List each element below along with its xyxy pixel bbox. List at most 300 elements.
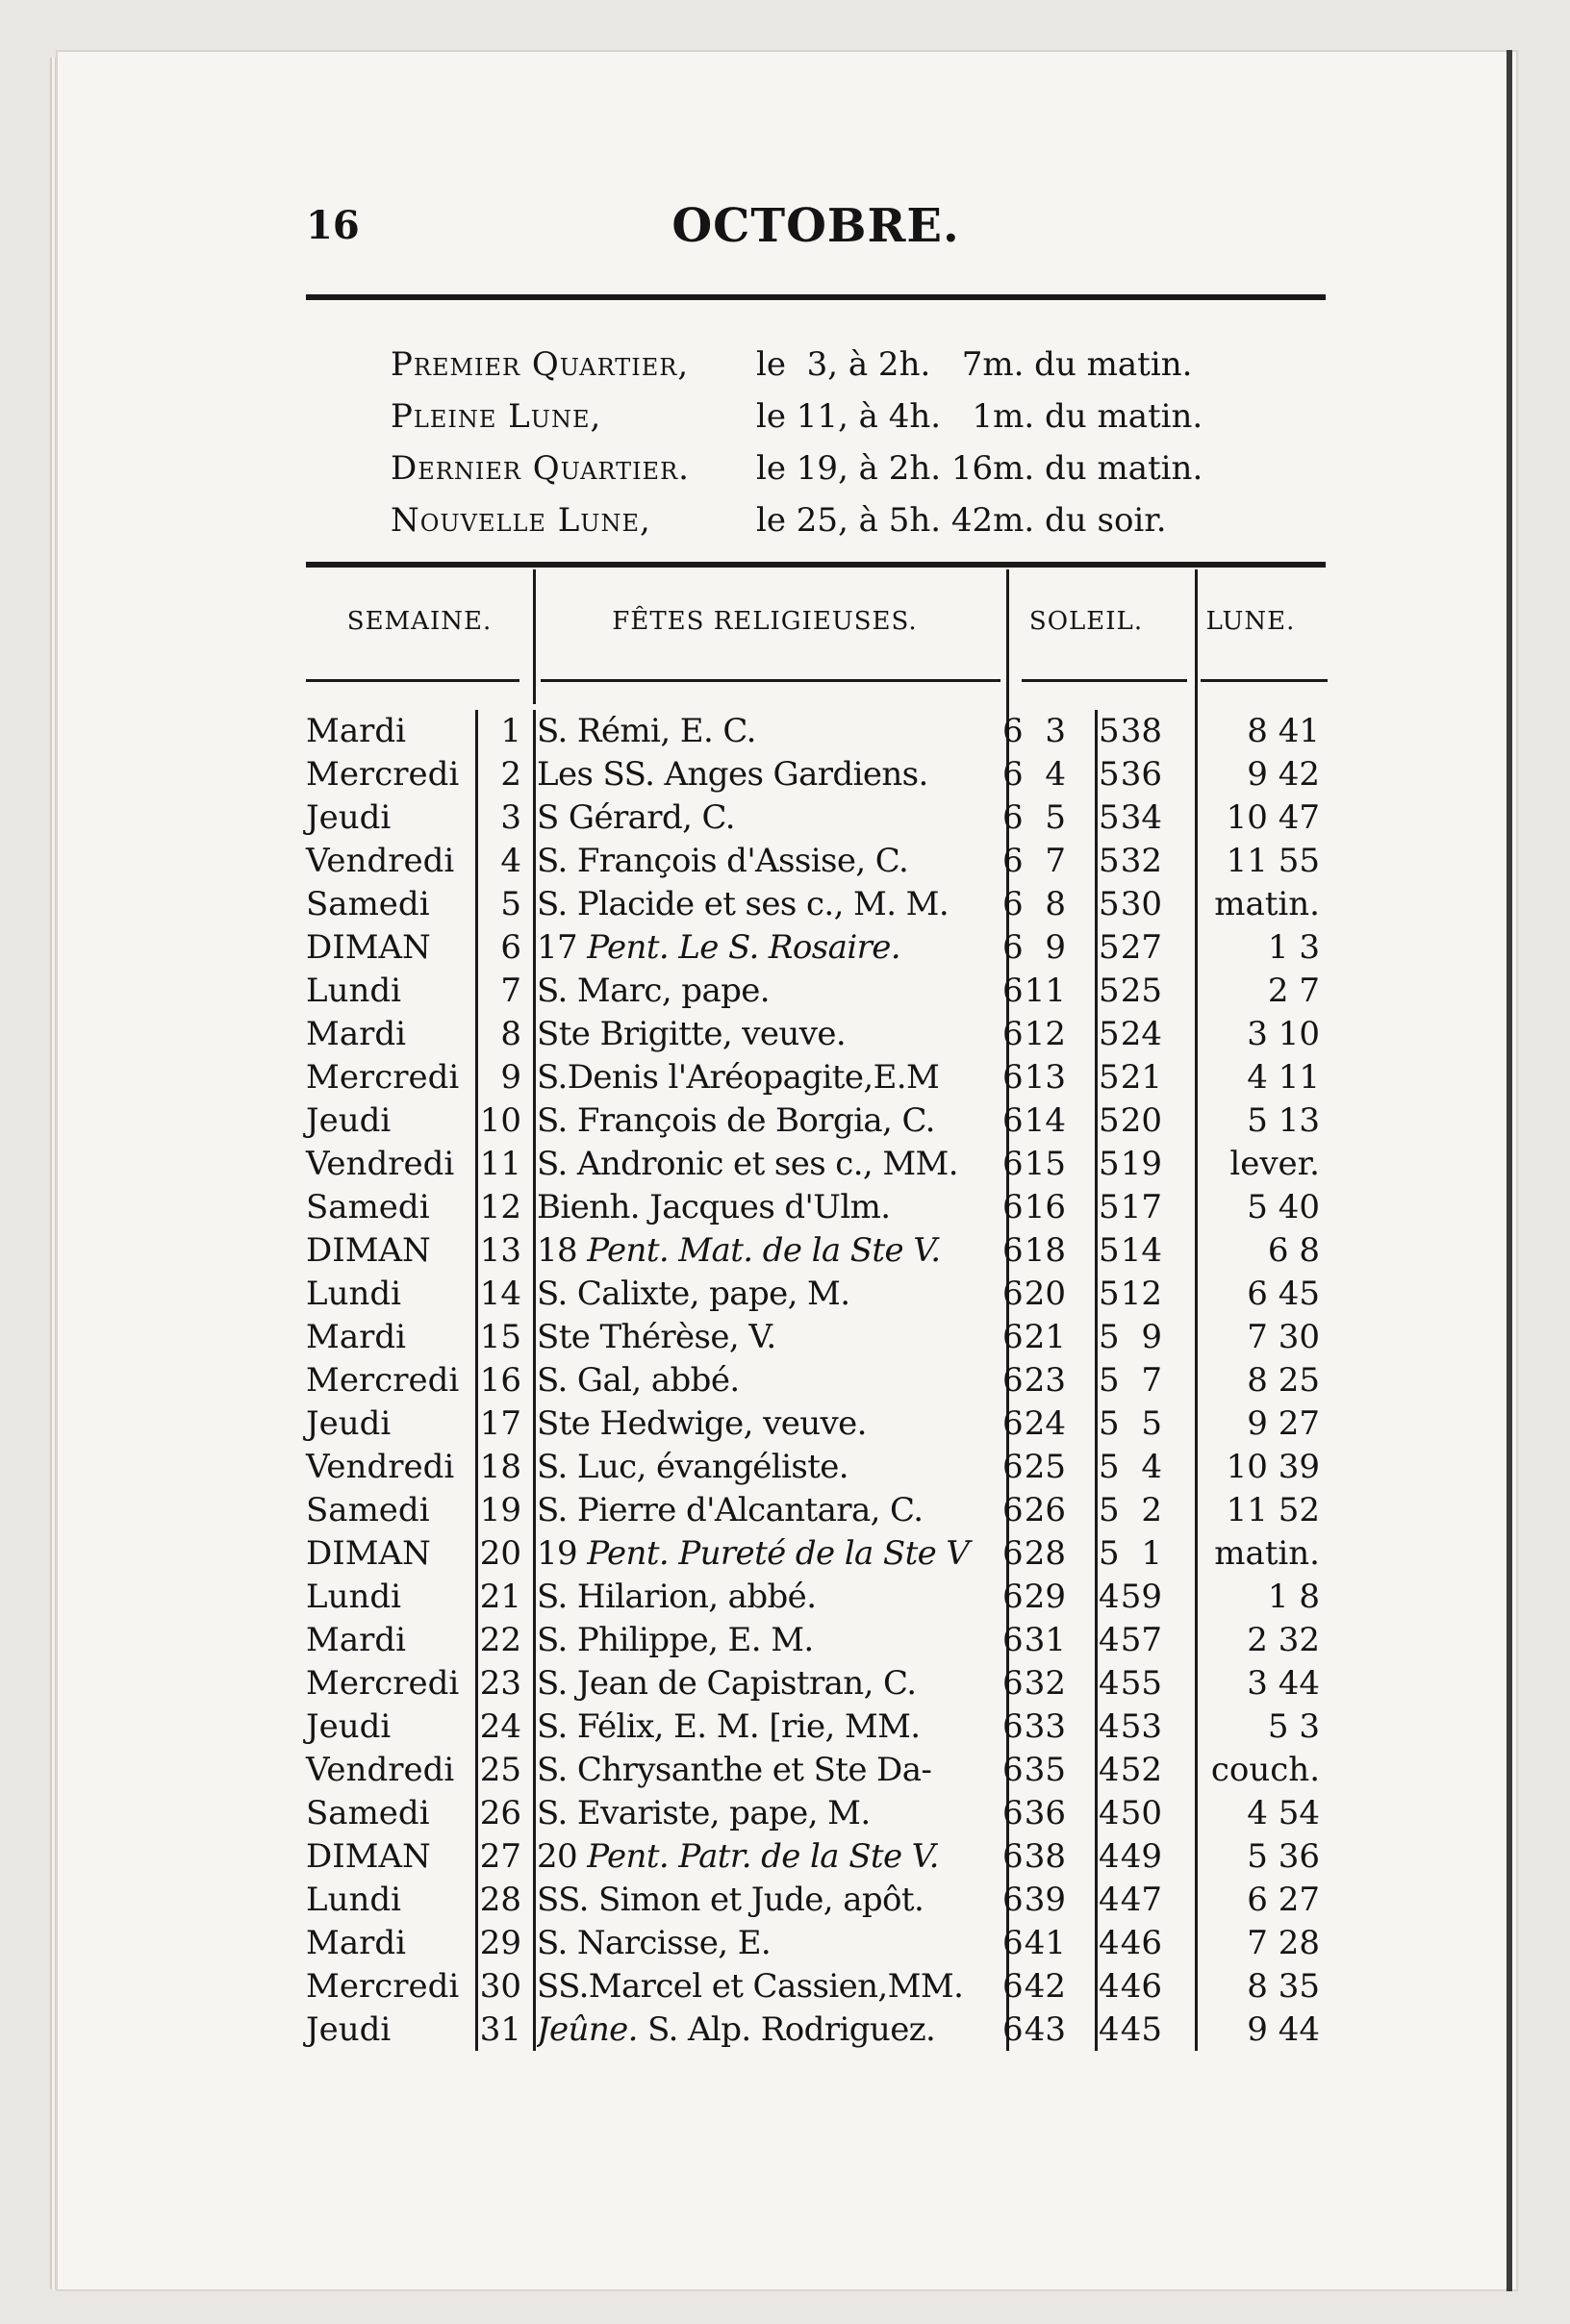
sunset-minute: 50 xyxy=(1120,1794,1162,1832)
weekday: Mercredi xyxy=(306,1361,460,1400)
sunrise-minute: 32 xyxy=(1024,1664,1066,1703)
feast-text: S. Narcisse, E. xyxy=(537,1924,772,1962)
sunrise-minute: 4 xyxy=(1045,755,1066,794)
weekday: Lundi xyxy=(306,972,402,1010)
day-number: 6 xyxy=(500,928,521,967)
feast-name xyxy=(537,1013,1306,1056)
sunrise-minute: 9 xyxy=(1045,928,1066,967)
sunset-minute: 38 xyxy=(1120,712,1162,750)
calendar-row xyxy=(306,1965,1326,2008)
calendar-row xyxy=(306,710,1326,753)
calendar-row xyxy=(306,883,1326,926)
feast-text: S. Jean de Capistran, C. xyxy=(537,1664,917,1703)
calendar-row xyxy=(306,753,1326,796)
feast-name xyxy=(537,883,1306,926)
sunset-minute: 34 xyxy=(1120,798,1162,837)
weekday: Mercredi xyxy=(306,1664,460,1703)
sunrise-hour: 6 xyxy=(1002,1924,1024,1962)
sunset-minute: 24 xyxy=(1120,1015,1162,1053)
phase-name: Premier Quartier, xyxy=(391,345,690,384)
table-top-rule xyxy=(306,562,1326,568)
feast-name xyxy=(537,1792,1306,1835)
sunrise-hour: 6 xyxy=(1002,1448,1024,1486)
day-number: 21 xyxy=(479,1578,521,1616)
feast-name xyxy=(537,1186,1306,1229)
moon-time: 5 3 xyxy=(1267,1707,1320,1746)
calendar-row xyxy=(306,1705,1326,1749)
sunrise-hour: 6 xyxy=(1002,1664,1024,1703)
sunrise-minute: 42 xyxy=(1024,1967,1066,2006)
feast-text: S. Marc, pape. xyxy=(537,972,771,1010)
moon-time: 7 30 xyxy=(1247,1318,1320,1356)
sunset-hour: 5 xyxy=(1099,972,1120,1010)
calendar-row xyxy=(306,1099,1326,1143)
sunset-minute: 47 xyxy=(1120,1881,1162,1919)
feast-text: SS.Marcel et Cassien,MM. xyxy=(537,1967,964,2006)
phase-time: le 19, à 2h. 16m. du matin. xyxy=(756,449,1203,488)
weekday: Mardi xyxy=(306,1621,406,1659)
sunrise-minute: 43 xyxy=(1024,2010,1066,2049)
feast-name xyxy=(537,1316,1306,1359)
sunrise-hour: 6 xyxy=(1002,842,1024,880)
moon-time: 9 27 xyxy=(1247,1404,1320,1443)
sunset-hour: 5 xyxy=(1099,1361,1120,1400)
sunrise-hour: 6 xyxy=(1002,1621,1024,1659)
sunrise-hour: 6 xyxy=(1002,1015,1024,1053)
sunset-hour: 4 xyxy=(1099,2010,1120,2049)
feast-name xyxy=(537,1576,1306,1619)
feast-text: Ste Thérèse, V. xyxy=(537,1318,776,1356)
calendar-row xyxy=(306,1316,1326,1359)
sunrise-hour: 6 xyxy=(1002,972,1024,1010)
calendar-row xyxy=(306,1619,1326,1662)
calendar-row xyxy=(306,1186,1326,1229)
day-number: 29 xyxy=(479,1924,521,1962)
calendar-row xyxy=(306,1056,1326,1099)
sunrise-minute: 23 xyxy=(1024,1361,1066,1400)
sunrise-hour: 6 xyxy=(1002,1318,1024,1356)
sunrise-minute: 24 xyxy=(1024,1404,1066,1443)
feast-text: S.Denis l'Aréopagite,E.M xyxy=(537,1058,940,1097)
moon-time: matin. xyxy=(1214,1534,1320,1573)
feast-text: Ste Hedwige, veuve. xyxy=(537,1404,867,1443)
calendar-row xyxy=(306,1446,1326,1489)
moon-time: couch. xyxy=(1210,1751,1320,1789)
sunrise-hour: 6 xyxy=(1002,1101,1024,1140)
sunset-hour: 5 xyxy=(1099,1275,1120,1313)
day-number: 30 xyxy=(479,1967,521,2006)
column-header-sun: SOLEIL. xyxy=(1028,607,1144,636)
moon-time: 7 28 xyxy=(1247,1924,1320,1962)
sunset-hour: 5 xyxy=(1099,1231,1120,1270)
sunrise-minute: 16 xyxy=(1024,1188,1066,1226)
table-header xyxy=(306,589,1326,654)
sunrise-minute: 39 xyxy=(1024,1881,1066,1919)
feast-name xyxy=(537,1879,1306,1922)
weekday: Mercredi xyxy=(306,755,460,794)
feast-text: SS. Simon et Jude, apôt. xyxy=(537,1881,924,1919)
moon-time: 8 41 xyxy=(1247,712,1320,750)
weekday: Samedi xyxy=(306,1491,430,1529)
calendar-row xyxy=(306,1273,1326,1316)
feast-text: S. Philippe, E. M. xyxy=(537,1621,814,1659)
sunrise-hour: 6 xyxy=(1002,928,1024,967)
book-fold xyxy=(1507,50,1512,2291)
calendar-row xyxy=(306,1489,1326,1532)
feast-name xyxy=(537,970,1306,1013)
day-number: 28 xyxy=(479,1881,521,1919)
weekday: Vendredi xyxy=(306,1751,455,1789)
weekday: Jeudi xyxy=(306,1101,392,1140)
day-number: 18 xyxy=(479,1448,521,1486)
sunset-minute: 25 xyxy=(1120,972,1162,1010)
feast-name xyxy=(537,1532,1306,1576)
sunset-hour: 5 xyxy=(1099,1145,1120,1183)
calendar-row xyxy=(306,1792,1326,1835)
sunset-hour: 5 xyxy=(1099,1534,1120,1573)
feast-text: S. Gal, abbé. xyxy=(537,1361,740,1400)
calendar-row xyxy=(306,1229,1326,1273)
column-rule xyxy=(533,569,536,704)
sunrise-minute: 38 xyxy=(1024,1837,1066,1876)
day-number: 8 xyxy=(500,1015,521,1053)
feast-text: S. Evariste, pape, M. xyxy=(537,1794,871,1832)
column-header-moon: LUNE. xyxy=(1205,607,1296,636)
moon-time: 6 45 xyxy=(1247,1275,1320,1313)
weekday: Jeudi xyxy=(306,2010,392,2049)
sunset-hour: 4 xyxy=(1099,1881,1120,1919)
feast-name xyxy=(537,1143,1306,1186)
feast-name xyxy=(537,1662,1306,1705)
moon-phase-row xyxy=(391,442,1333,494)
sunrise-minute: 26 xyxy=(1024,1491,1066,1529)
sunset-hour: 5 xyxy=(1099,712,1120,750)
moon-phase-row xyxy=(391,339,1333,391)
calendar-table xyxy=(306,710,1326,2052)
sunrise-hour: 6 xyxy=(1002,1275,1024,1313)
day-number: 13 xyxy=(479,1231,521,1270)
header-underline xyxy=(306,679,519,682)
sunrise-hour: 6 xyxy=(1002,1231,1024,1270)
sunset-hour: 4 xyxy=(1099,1621,1120,1659)
sunrise-minute: 12 xyxy=(1024,1015,1066,1053)
feast-name xyxy=(537,753,1306,796)
feast-text: S. Andronic et ses c., MM. xyxy=(537,1145,958,1183)
moon-time: matin. xyxy=(1214,885,1320,923)
sunset-hour: 5 xyxy=(1099,1015,1120,1053)
calendar-row xyxy=(306,926,1326,970)
feast-italic: Pent. Mat. de la Ste V. xyxy=(587,1231,941,1270)
sunrise-minute: 8 xyxy=(1045,885,1066,923)
sunset-hour: 4 xyxy=(1099,1924,1120,1962)
sunset-minute: 7 xyxy=(1141,1361,1162,1400)
month-title: OCTOBRE. xyxy=(671,199,960,253)
feast-text: Bienh. Jacques d'Ulm. xyxy=(537,1188,891,1226)
day-number: 16 xyxy=(479,1361,521,1400)
feast-text: S. Hilarion, abbé. xyxy=(537,1578,817,1616)
sunset-hour: 4 xyxy=(1099,1751,1120,1789)
moon-time: 9 44 xyxy=(1247,2010,1320,2049)
feast-italic: Pent. Pureté de la Ste V xyxy=(587,1534,970,1573)
weekday: Mercredi xyxy=(306,1967,460,2006)
sunrise-minute: 5 xyxy=(1045,798,1066,837)
moon-phase-row xyxy=(391,494,1333,546)
sunset-minute: 19 xyxy=(1120,1145,1162,1183)
weekday: Samedi xyxy=(306,1794,430,1832)
sunrise-hour: 6 xyxy=(1002,1837,1024,1876)
moon-time: 6 27 xyxy=(1247,1881,1320,1919)
calendar-row xyxy=(306,1835,1326,1879)
sunset-hour: 5 xyxy=(1099,798,1120,837)
sunrise-minute: 21 xyxy=(1024,1318,1066,1356)
feast-text: Ste Brigitte, veuve. xyxy=(537,1015,847,1053)
sunset-minute: 20 xyxy=(1120,1101,1162,1140)
sunrise-minute: 20 xyxy=(1024,1275,1066,1313)
weekday: Samedi xyxy=(306,1188,430,1226)
sunrise-hour: 6 xyxy=(1002,1404,1024,1443)
sunset-minute: 52 xyxy=(1120,1751,1162,1789)
day-number: 26 xyxy=(479,1794,521,1832)
weekday: Mercredi xyxy=(306,1058,460,1097)
sunrise-hour: 6 xyxy=(1002,1751,1024,1789)
day-number: 2 xyxy=(500,755,521,794)
day-number: 7 xyxy=(500,972,521,1010)
sunrise-hour: 6 xyxy=(1002,755,1024,794)
sunset-minute: 4 xyxy=(1141,1448,1162,1486)
sunset-minute: 53 xyxy=(1120,1707,1162,1746)
moon-time: 1 3 xyxy=(1267,928,1320,967)
feast-name xyxy=(537,1099,1306,1143)
moon-time: 10 47 xyxy=(1226,798,1320,837)
weekday: Mardi xyxy=(306,1318,406,1356)
moon-time: 5 36 xyxy=(1247,1837,1320,1876)
sunset-hour: 4 xyxy=(1099,1837,1120,1876)
day-number: 31 xyxy=(479,2010,521,2049)
calendar-row xyxy=(306,1013,1326,1056)
feast-text: S. Chrysanthe et Ste Da- xyxy=(537,1751,932,1789)
top-rule xyxy=(306,294,1326,300)
sunrise-minute: 13 xyxy=(1024,1058,1066,1097)
sunset-hour: 5 xyxy=(1099,928,1120,967)
sunrise-hour: 6 xyxy=(1002,1361,1024,1400)
moon-time: 9 42 xyxy=(1247,755,1320,794)
sunrise-hour: 6 xyxy=(1002,1145,1024,1183)
weekday: DIMAN xyxy=(306,1534,431,1573)
feast-text: Les SS. Anges Gardiens. xyxy=(537,755,928,794)
feast-name xyxy=(537,1056,1306,1099)
feast-name xyxy=(537,1835,1306,1879)
sunset-minute: 12 xyxy=(1120,1275,1162,1313)
day-number: 24 xyxy=(479,1707,521,1746)
moon-time: 2 32 xyxy=(1247,1621,1320,1659)
day-number: 11 xyxy=(479,1145,521,1183)
day-number: 22 xyxy=(479,1621,521,1659)
feast-text: S. François de Borgia, C. xyxy=(537,1101,935,1140)
moon-time: 2 7 xyxy=(1267,972,1320,1010)
sunset-hour: 5 xyxy=(1099,842,1120,880)
sunrise-hour: 6 xyxy=(1002,712,1024,750)
feast-text: S. Calixte, pape, M. xyxy=(537,1275,850,1313)
sunrise-hour: 6 xyxy=(1002,885,1024,923)
sunrise-minute: 25 xyxy=(1024,1448,1066,1486)
sunset-minute: 57 xyxy=(1120,1621,1162,1659)
feast-name xyxy=(537,1489,1306,1532)
sunset-hour: 4 xyxy=(1099,1967,1120,2006)
weekday: Jeudi xyxy=(306,798,392,837)
feast-name xyxy=(537,710,1306,753)
feast-text: 20 xyxy=(537,1837,588,1876)
sunset-hour: 5 xyxy=(1099,1491,1120,1529)
page-header xyxy=(306,197,1326,255)
calendar-row xyxy=(306,970,1326,1013)
weekday: Mardi xyxy=(306,1924,406,1962)
sunrise-hour: 6 xyxy=(1002,1188,1024,1226)
feast-text: S Gérard, C. xyxy=(537,798,735,837)
phase-time: le 11, à 4h. 1m. du matin. xyxy=(756,397,1203,436)
sunset-minute: 49 xyxy=(1120,1837,1162,1876)
feast-text: S. Pierre d'Alcantara, C. xyxy=(537,1491,924,1529)
calendar-row xyxy=(306,1576,1326,1619)
moon-phases xyxy=(391,339,1333,546)
header-underline xyxy=(1201,679,1328,682)
sunset-minute: 46 xyxy=(1120,1924,1162,1962)
weekday: Jeudi xyxy=(306,1707,392,1746)
calendar-row xyxy=(306,796,1326,840)
feast-name xyxy=(537,796,1306,840)
weekday: Jeudi xyxy=(306,1404,392,1443)
sunrise-minute: 7 xyxy=(1045,842,1066,880)
sunset-minute: 32 xyxy=(1120,842,1162,880)
day-number: 12 xyxy=(479,1188,521,1226)
weekday: Lundi xyxy=(306,1881,402,1919)
sunset-minute: 27 xyxy=(1120,928,1162,967)
header-underline xyxy=(1022,679,1187,682)
sunset-minute: 5 xyxy=(1141,1404,1162,1443)
moon-time: lever. xyxy=(1229,1145,1320,1183)
sunrise-minute: 3 xyxy=(1045,712,1066,750)
day-number: 17 xyxy=(479,1404,521,1443)
day-number: 1 xyxy=(500,712,521,750)
moon-time: 10 39 xyxy=(1226,1448,1320,1486)
calendar-row xyxy=(306,1532,1326,1576)
sunrise-hour: 6 xyxy=(1002,1881,1024,1919)
moon-time: 1 8 xyxy=(1267,1578,1320,1616)
sunrise-minute: 35 xyxy=(1024,1751,1066,1789)
feast-italic: Pent. Le S. Rosaire. xyxy=(587,928,900,967)
sunrise-hour: 6 xyxy=(1002,1794,1024,1832)
sunset-minute: 2 xyxy=(1141,1491,1162,1529)
day-number: 15 xyxy=(479,1318,521,1356)
calendar-row xyxy=(306,1749,1326,1792)
day-number: 3 xyxy=(500,798,521,837)
calendar-row xyxy=(306,1402,1326,1446)
sunset-minute: 17 xyxy=(1120,1188,1162,1226)
calendar-row xyxy=(306,1662,1326,1705)
day-number: 27 xyxy=(479,1837,521,1876)
sunset-hour: 4 xyxy=(1099,1707,1120,1746)
feast-name xyxy=(537,1749,1306,1792)
sunset-minute: 36 xyxy=(1120,755,1162,794)
feast-text: 19 xyxy=(537,1534,588,1573)
feast-name xyxy=(537,1705,1306,1749)
sunrise-minute: 28 xyxy=(1024,1534,1066,1573)
moon-time: 11 55 xyxy=(1226,842,1320,880)
day-number: 5 xyxy=(500,885,521,923)
sunrise-minute: 29 xyxy=(1024,1578,1066,1616)
column-header-feasts: FÊTES RELIGIEUSES. xyxy=(612,607,918,636)
feast-text: S. Luc, évangéliste. xyxy=(537,1448,848,1486)
moon-time: 5 13 xyxy=(1247,1101,1320,1140)
sunset-minute: 1 xyxy=(1141,1534,1162,1573)
sunrise-minute: 11 xyxy=(1024,972,1066,1010)
phase-name: Dernier Quartier. xyxy=(391,449,690,488)
weekday: Mardi xyxy=(306,1015,406,1053)
page-number: 16 xyxy=(306,203,360,248)
feast-italic: Jeûne. xyxy=(537,2010,638,2049)
sunrise-minute: 14 xyxy=(1024,1101,1066,1140)
sunrise-minute: 18 xyxy=(1024,1231,1066,1270)
moon-time: 4 54 xyxy=(1247,1794,1320,1832)
sunset-hour: 5 xyxy=(1099,1058,1120,1097)
moon-time: 3 44 xyxy=(1247,1664,1320,1703)
feast-name xyxy=(537,1922,1306,1965)
weekday: Samedi xyxy=(306,885,430,923)
sunset-hour: 5 xyxy=(1099,1448,1120,1486)
moon-time: 8 25 xyxy=(1247,1361,1320,1400)
sunrise-hour: 6 xyxy=(1002,2010,1024,2049)
weekday: Vendredi xyxy=(306,1448,455,1486)
sunset-minute: 30 xyxy=(1120,885,1162,923)
feast-name xyxy=(537,1965,1306,2008)
day-number: 20 xyxy=(479,1534,521,1573)
feast-name xyxy=(537,1446,1306,1489)
moon-time: 4 11 xyxy=(1247,1058,1320,1097)
calendar-row xyxy=(306,1143,1326,1186)
sunset-hour: 5 xyxy=(1099,1101,1120,1140)
sunrise-minute: 31 xyxy=(1024,1621,1066,1659)
calendar-row xyxy=(306,1359,1326,1402)
feast-text: S. Félix, E. M. [rie, MM. xyxy=(537,1707,921,1746)
sunset-hour: 4 xyxy=(1099,1664,1120,1703)
moon-time: 11 52 xyxy=(1226,1491,1320,1529)
weekday: Lundi xyxy=(306,1578,402,1616)
sunset-hour: 5 xyxy=(1099,1318,1120,1356)
moon-time: 6 8 xyxy=(1267,1231,1320,1270)
feast-name xyxy=(537,1229,1306,1273)
day-number: 23 xyxy=(479,1664,521,1703)
sunset-minute: 55 xyxy=(1120,1664,1162,1703)
day-number: 4 xyxy=(500,842,521,880)
sunrise-minute: 41 xyxy=(1024,1924,1066,1962)
sunset-minute: 46 xyxy=(1120,1967,1162,2006)
day-number: 25 xyxy=(479,1751,521,1789)
moon-time: 8 35 xyxy=(1247,1967,1320,2006)
feast-name xyxy=(537,2008,1306,2052)
sunset-hour: 4 xyxy=(1099,1578,1120,1616)
phase-time: le 3, à 2h. 7m. du matin. xyxy=(756,345,1193,384)
feast-text-after: S. Alp. Rodriguez. xyxy=(637,2010,936,2049)
weekday: Lundi xyxy=(306,1275,402,1313)
sunset-hour: 5 xyxy=(1099,1404,1120,1443)
sunrise-minute: 33 xyxy=(1024,1707,1066,1746)
moon-time: 3 10 xyxy=(1247,1015,1320,1053)
sunrise-hour: 6 xyxy=(1002,798,1024,837)
day-number: 19 xyxy=(479,1491,521,1529)
feast-name xyxy=(537,1619,1306,1662)
feast-name xyxy=(537,1402,1306,1446)
weekday: Mardi xyxy=(306,712,406,750)
sunset-hour: 5 xyxy=(1099,755,1120,794)
